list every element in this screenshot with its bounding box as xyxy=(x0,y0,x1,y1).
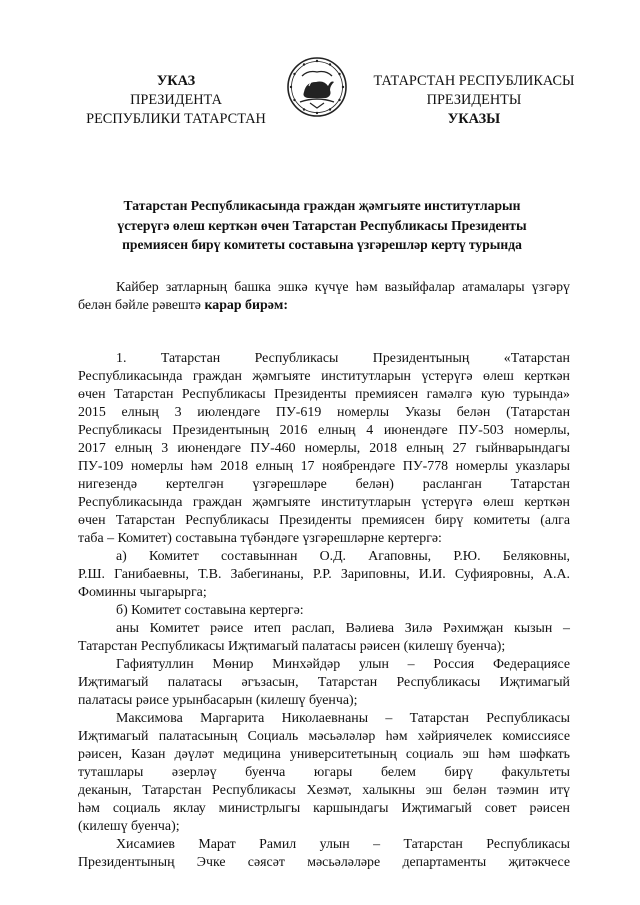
body-line: Р.Ш. Ганибаевны, Т.В. Забегинаны, Р.Р. Зариповны, И.И. Суфияровны, А.А. xyxy=(78,567,570,582)
preamble xyxy=(78,279,570,315)
body-line: һәм социаль яклау министрлыгы каршындагы Иҗтимагый совет рәисен xyxy=(78,801,570,816)
body-line: 1. Татарстан Республикасы Президентының «Татарстан xyxy=(116,351,570,366)
body-line: б) Комитет составына кертергә: xyxy=(116,603,304,618)
body-line: деканын, Татарстан Республикасы Хезмәт, халыкны эш белән тәэмин итү xyxy=(78,783,570,798)
body-line: рәисен, Казан дәүләт медицина университетының социаль эш һәм шәфкать xyxy=(78,747,570,762)
decree-body xyxy=(78,350,570,872)
body-line: Иҗтимагый палатасы әгъзасын, Татарстан Республикасы Иҗтимагый xyxy=(78,675,570,690)
header-tt xyxy=(365,72,583,129)
body-line: Иҗтимагый палатасының Социаль мәсьәләләр һәм хәйриячелек комиссиясе xyxy=(78,729,570,744)
body-line: таба – Комитет) составына түбәндәге үзгәрешләрне кертергә: xyxy=(78,531,442,546)
body-line: Президентының Эчке сәясәт мәсьәләләре департаменты җитәкчесе xyxy=(78,855,570,870)
coat-of-arms-tatarstan-icon xyxy=(286,56,348,118)
body-line: (килешү буенча); xyxy=(78,819,180,834)
body-line: палатасы рәисе урынбасарын (килешү буенча); xyxy=(78,693,358,708)
body-line: Республикасы Президентының 2016 елның 4 июнендәге ПУ-503 номерлы, xyxy=(78,423,570,438)
body-line: а) Комитет составыннан О.Д. Агаповны, Р.Ю. Беляковны, xyxy=(116,549,570,564)
preamble-line xyxy=(78,297,570,315)
title-line: премиясен бирү комитеты составына үзгәрешләр кертү турында xyxy=(122,237,522,252)
decision-phrase: карар бирәм: xyxy=(204,298,288,313)
header-tt-decree: УКАЗЫ xyxy=(447,111,501,127)
header-tt-republic: ТАТАРСТАН РЕСПУБЛИКАСЫ xyxy=(373,73,575,89)
body-line: өчен Татарстан Республикасы Президенты премиясен бирү комитеты (алга xyxy=(78,513,570,528)
body-line: 2015 елның 3 июлендәге ПУ-619 номерлы Указы белән (Татарстан xyxy=(78,405,570,420)
body-line: туташлары әзерләү буенча югары белем бирү факультеты xyxy=(78,765,570,780)
title-line: үстерүгә өлеш керткән өчен Татарстан Республикасы Президенты xyxy=(117,217,527,233)
preamble-line: Кайбер затларның башка эшкә күчүе һәм вазыйфалар атамалары үзгәрү xyxy=(116,280,570,295)
header-ru-president: ПРЕЗИДЕНТА xyxy=(130,92,222,108)
body-line: Максимова Маргарита Николаевнаны – Татарстан Республикасы xyxy=(116,711,570,726)
header-ru-decree: УКАЗ xyxy=(156,73,196,89)
title-line: Татарстан Республикасында граждан җәмгыяте институтларын xyxy=(123,198,521,213)
body-line: 2017 елның 3 июнендәге ПУ-460 номерлы, 2018 елның 27 гыйнварындагы xyxy=(78,441,570,456)
body-line: Татарстан Республикасы Иҗтимагый палатасы рәисен (килешү буенча); xyxy=(78,639,506,654)
document-title xyxy=(80,196,564,255)
body-line: Республикасында граждан җәмгыяте институтларын үстерүгә өлеш керткән xyxy=(78,495,570,510)
body-line: нигезендә кертелгән үзгәрешләре белән) расланган Татарстан xyxy=(78,477,570,492)
body-line: Гафиятуллин Мөнир Минхәйдәр улын – Россия Федерациясе xyxy=(116,657,570,672)
preamble-text: белән бәйле рәвештә xyxy=(78,298,205,313)
header-ru-republic: РЕСПУБЛИКИ ТАТАРСТАН xyxy=(86,111,266,127)
header-ru xyxy=(70,72,282,129)
body-line: ПУ-109 номерлы һәм 2018 елның 17 ноябрендәге ПУ-778 номерлы указлары xyxy=(78,459,570,474)
body-line: өчен Татарстан Республикасы Президенты премиясен гамәлгә кую турында» xyxy=(78,387,570,402)
body-line: Хисамиев Марат Рамил улын – Татарстан Республикасы xyxy=(116,837,570,852)
body-line: Фоминны чыгарырга; xyxy=(78,585,207,600)
body-line: Республикасында граждан җәмгыяте институтларын үстерүгә өлеш керткән xyxy=(78,369,570,384)
header-tt-president: ПРЕЗИДЕНТЫ xyxy=(426,92,522,108)
body-line: аны Комитет рәисе итеп раслап, Вәлиева Зилә Рәхимҗан кызын – xyxy=(116,621,570,636)
